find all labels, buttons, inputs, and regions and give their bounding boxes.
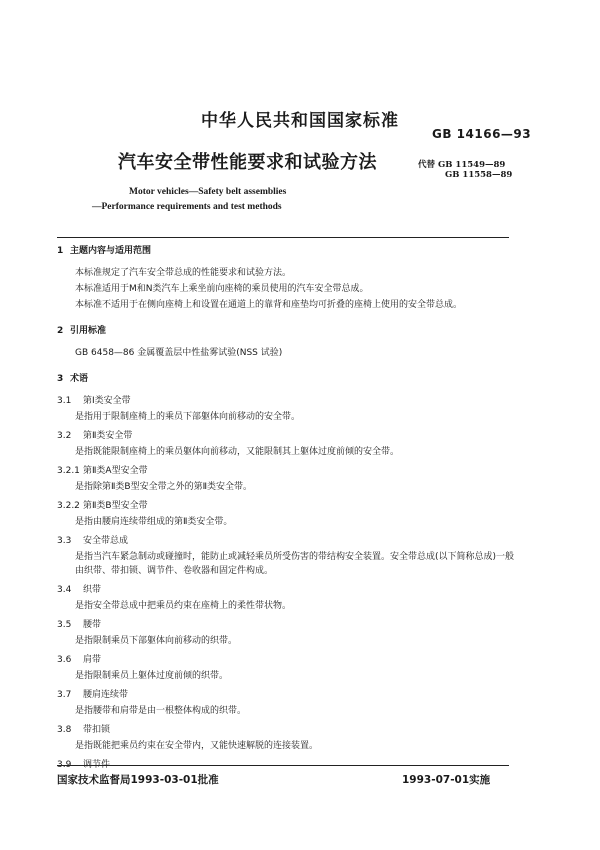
- national-standard-heading: 中华人民共和国国家标准: [201, 111, 399, 131]
- section-number: 1: [57, 246, 64, 256]
- term-name: 安全带总成: [83, 536, 129, 546]
- term-entry: [57, 394, 517, 424]
- term-name: 腰肩连续带: [83, 690, 129, 700]
- term-definition: 是指当汽车紧急制动或碰撞时，能防止或减轻乘员所受伤害的带结构安全装置。安全带总成(以下简称总成)一般由织带、带扣锁、调节件、卷收器和固定件构成。: [75, 552, 515, 576]
- term-number: 3.2.1: [57, 466, 80, 476]
- bottom-divider: [57, 765, 509, 766]
- term-name: 第Ⅱ类B型安全带: [83, 501, 148, 511]
- term-definition: 是指既能限制座椅上的乘员躯体向前移动，又能限制其上躯体过度前倾的安全带。: [75, 447, 400, 457]
- term-name: 腰带: [83, 620, 102, 630]
- document-title: 汽车安全带性能要求和试验方法: [118, 152, 377, 173]
- section-heading: [57, 324, 517, 338]
- term-entry: [57, 464, 517, 494]
- section-title: 术语: [70, 374, 89, 384]
- term-definition: 是指除第Ⅱ类B型安全带之外的第Ⅱ类安全带。: [75, 482, 253, 492]
- approval-line: 国家技术监督局1993-03-01批准: [57, 774, 219, 786]
- replaced-standard: GB 11558—89: [445, 170, 513, 180]
- english-title-line: Motor vehicles—Safety belt assemblies: [129, 187, 287, 197]
- term-number: 3.4: [57, 585, 72, 595]
- term-entry: [57, 653, 517, 683]
- term-definition: 是指由腰肩连续带组成的第Ⅱ类安全带。: [75, 517, 233, 527]
- term-number: 3.2: [57, 431, 72, 441]
- term-name: 第Ⅱ类安全带: [83, 431, 133, 441]
- section-title: 主题内容与适用范围: [70, 246, 152, 256]
- term-number: 3.7: [57, 690, 72, 700]
- normative-reference: GB 6458—86 金属覆盖层中性盐雾试验(NSS 试验): [75, 348, 283, 358]
- section-heading: [57, 244, 517, 258]
- term-entry: [57, 583, 517, 613]
- term-number: 3.5: [57, 620, 72, 630]
- replaces-block: [418, 158, 512, 180]
- term-name: 带扣锁: [83, 725, 111, 735]
- term-number: 3.8: [57, 725, 72, 735]
- section-number: 2: [57, 326, 64, 336]
- english-title: [92, 185, 286, 215]
- term-name: 第Ⅱ类A型安全带: [83, 466, 148, 476]
- term-definition: 是指限制乘员下部躯体向前移动的织带。: [75, 636, 238, 646]
- english-title-line: —Performance requirements and test methods: [92, 202, 282, 212]
- term-definition: 是指安全带总成中把乘员约束在座椅上的柔性带状物。: [75, 601, 292, 611]
- section-title: 引用标准: [70, 326, 107, 336]
- term-entry: [57, 499, 517, 529]
- term-number: 3.1: [57, 396, 72, 406]
- term-definition: 是指既能把乘员约束在安全带内，又能快速解脱的连接装置。: [75, 741, 319, 751]
- term-definition: 是指腰带和肩带是由一根整体构成的织带。: [75, 706, 247, 716]
- term-number: 3.9: [57, 760, 72, 770]
- section-number: 3: [57, 374, 64, 384]
- section-heading: [57, 372, 517, 386]
- term-entry: [57, 723, 517, 753]
- term-number: 3.2.2: [57, 501, 80, 511]
- term-entry: [57, 429, 517, 459]
- term-definition: 是指限制乘员上躯体过度前倾的织带。: [75, 671, 229, 681]
- term-name: 肩带: [83, 655, 102, 665]
- replaces-label: 代替: [418, 160, 436, 170]
- document-body: [57, 244, 517, 772]
- term-name: 织带: [83, 585, 102, 595]
- paragraph: 本标准不适用于在侧向座椅上和设置在通道上的靠背和座垫均可折叠的座椅上使用的安全带总成。: [75, 300, 463, 310]
- top-divider: [57, 237, 509, 238]
- standard-code: GB 14166—93: [432, 127, 532, 141]
- term-definition: 是指用于限制座椅上的乘员下部躯体向前移动的安全带。: [75, 412, 301, 422]
- term-entry: [57, 534, 517, 578]
- paragraph: 本标准规定了汽车安全带总成的性能要求和试验方法。: [75, 268, 292, 278]
- effective-date: 1993-07-01实施: [402, 774, 491, 786]
- paragraph: 本标准适用于M和N类汽车上乘坐前向座椅的乘员使用的汽车安全带总成。: [75, 284, 369, 294]
- term-number: 3.6: [57, 655, 72, 665]
- term-number: 3.3: [57, 536, 72, 546]
- term-entry: [57, 618, 517, 648]
- replaced-standard: GB 11549—89: [438, 160, 506, 170]
- term-name: 第Ⅰ类安全带: [83, 396, 131, 406]
- term-name: 调节件: [83, 760, 111, 770]
- term-entry: [57, 688, 517, 718]
